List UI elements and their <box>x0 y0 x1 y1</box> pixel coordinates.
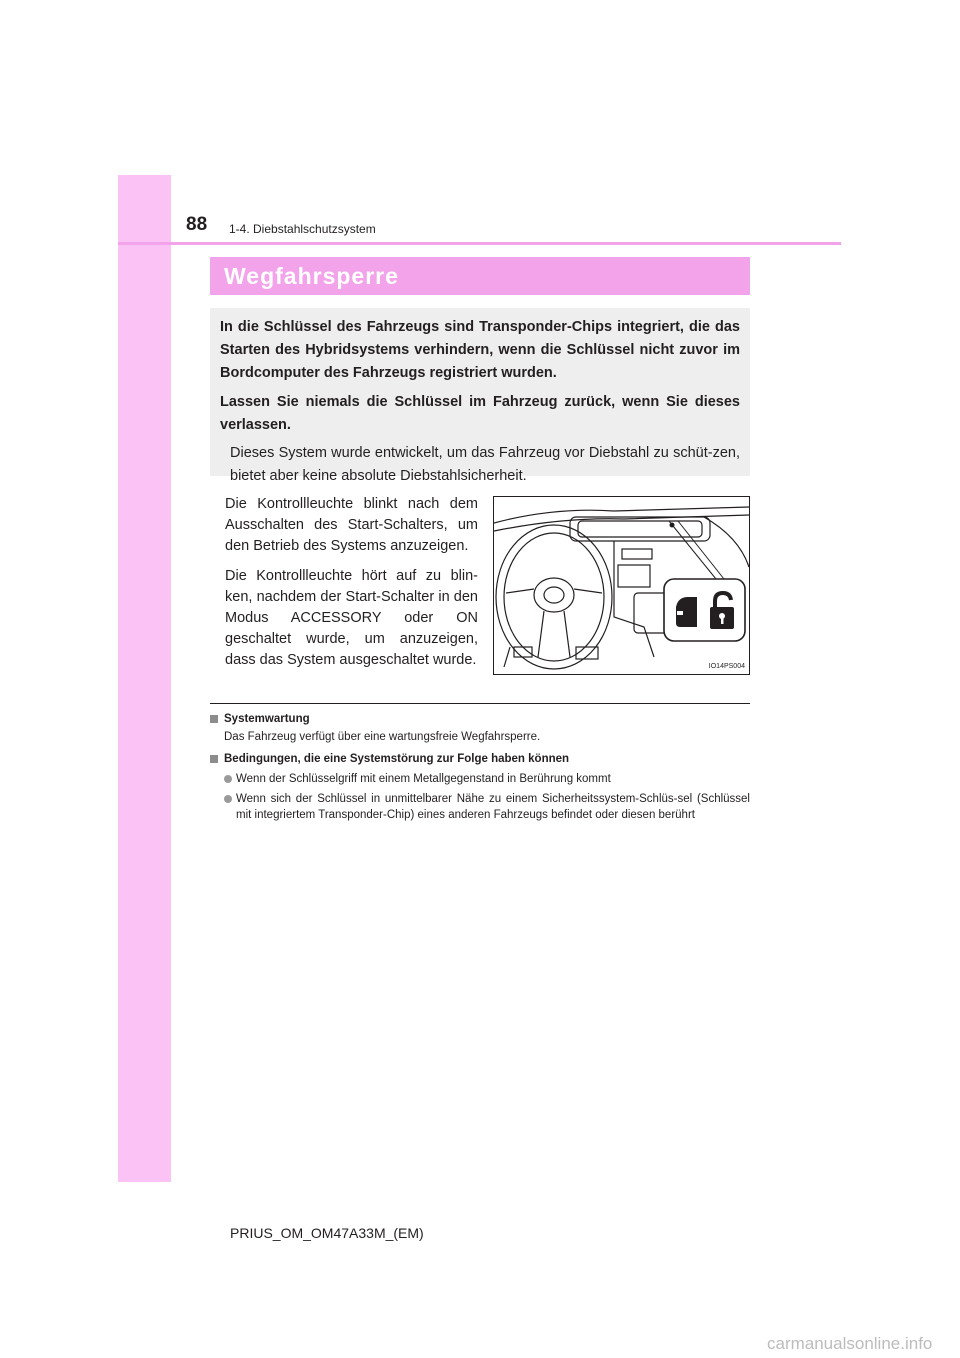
section-label: 1-4. Diebstahlschutzsystem <box>229 222 376 236</box>
note-heading-2 <box>210 751 750 767</box>
note-heading-2-text: Bedingungen, die eine Systemstörung zur Folge haben können <box>224 753 570 765</box>
square-bullet-icon <box>210 715 218 723</box>
footer-code: PRIUS_OM_OM47A33M_(EM) <box>230 1225 424 1241</box>
body-paragraph-2: Die Kontrollleuchte hört auf zu blin-ken, nachdem der Start-Schalter in den Modus ACCESSORY oder ON geschaltet wurde, um anzuzeigen, dass das System ausgeschaltet wurde. <box>225 568 478 668</box>
note-bullet-1-text: Wenn der Schlüsselgriff mit einem Metallgegenstand in Berührung kommt <box>236 773 611 785</box>
body-text <box>225 494 478 680</box>
circle-bullet-icon <box>224 795 232 803</box>
info-note: Dieses System wurde entwickelt, um das Fahrzeug vor Diebstahl zu schüt-zen, bietet aber keine absolute Diebstahlsicherheit. <box>230 445 740 484</box>
page-number: 88 <box>186 214 208 235</box>
note-text-1: Das Fahrzeug verfügt über eine wartungsfreie Wegfahrsperre. <box>224 731 541 743</box>
circle-bullet-icon <box>224 775 232 783</box>
note-bullet-1 <box>210 771 750 787</box>
separator-rule <box>210 703 750 704</box>
note-heading-1-text: Systemwartung <box>224 713 310 725</box>
watermark: carmanualsonline.info <box>767 1334 933 1353</box>
side-band <box>118 175 171 1182</box>
figure-code: IO14PS004 <box>708 663 745 670</box>
info-warning-1: In die Schlüssel des Fahrzeugs sind Transponder-Chips integriert, die das Starten des Hybridsystems verhindern, wenn die Schlüssel nicht zuvor im Bordcomputer des Fahrzeugs registriert wurden. <box>220 319 740 381</box>
dashboard-figure <box>493 496 750 675</box>
info-warning-2: Lassen Sie niemals die Schlüssel im Fahrzeug zurück, wenn Sie dieses verlassen. <box>220 394 740 433</box>
note-bullet-2-text: Wenn sich der Schlüssel in unmittelbarer Nähe zu einem Sicherheitssystem-Schlüs-sel (Schlüssel mit integriertem Transponder-Chip) eines anderen Fahrzeugs befindet oder diesen berührt <box>236 793 750 821</box>
dashboard-illustration <box>494 497 749 674</box>
body-paragraph-1: Die Kontrollleuchte blinkt nach dem Ausschalten des Start-Schalters, um den Betrieb des Systems anzuzeigen. <box>225 496 478 554</box>
header-rule <box>118 242 841 245</box>
note-heading-1 <box>210 711 750 727</box>
square-bullet-icon <box>210 755 218 763</box>
note-bullet-2 <box>210 791 750 823</box>
title-bar <box>210 257 750 295</box>
page-title: Wegfahrsperre <box>224 263 399 289</box>
info-box <box>210 308 750 484</box>
notes-section <box>210 711 750 823</box>
